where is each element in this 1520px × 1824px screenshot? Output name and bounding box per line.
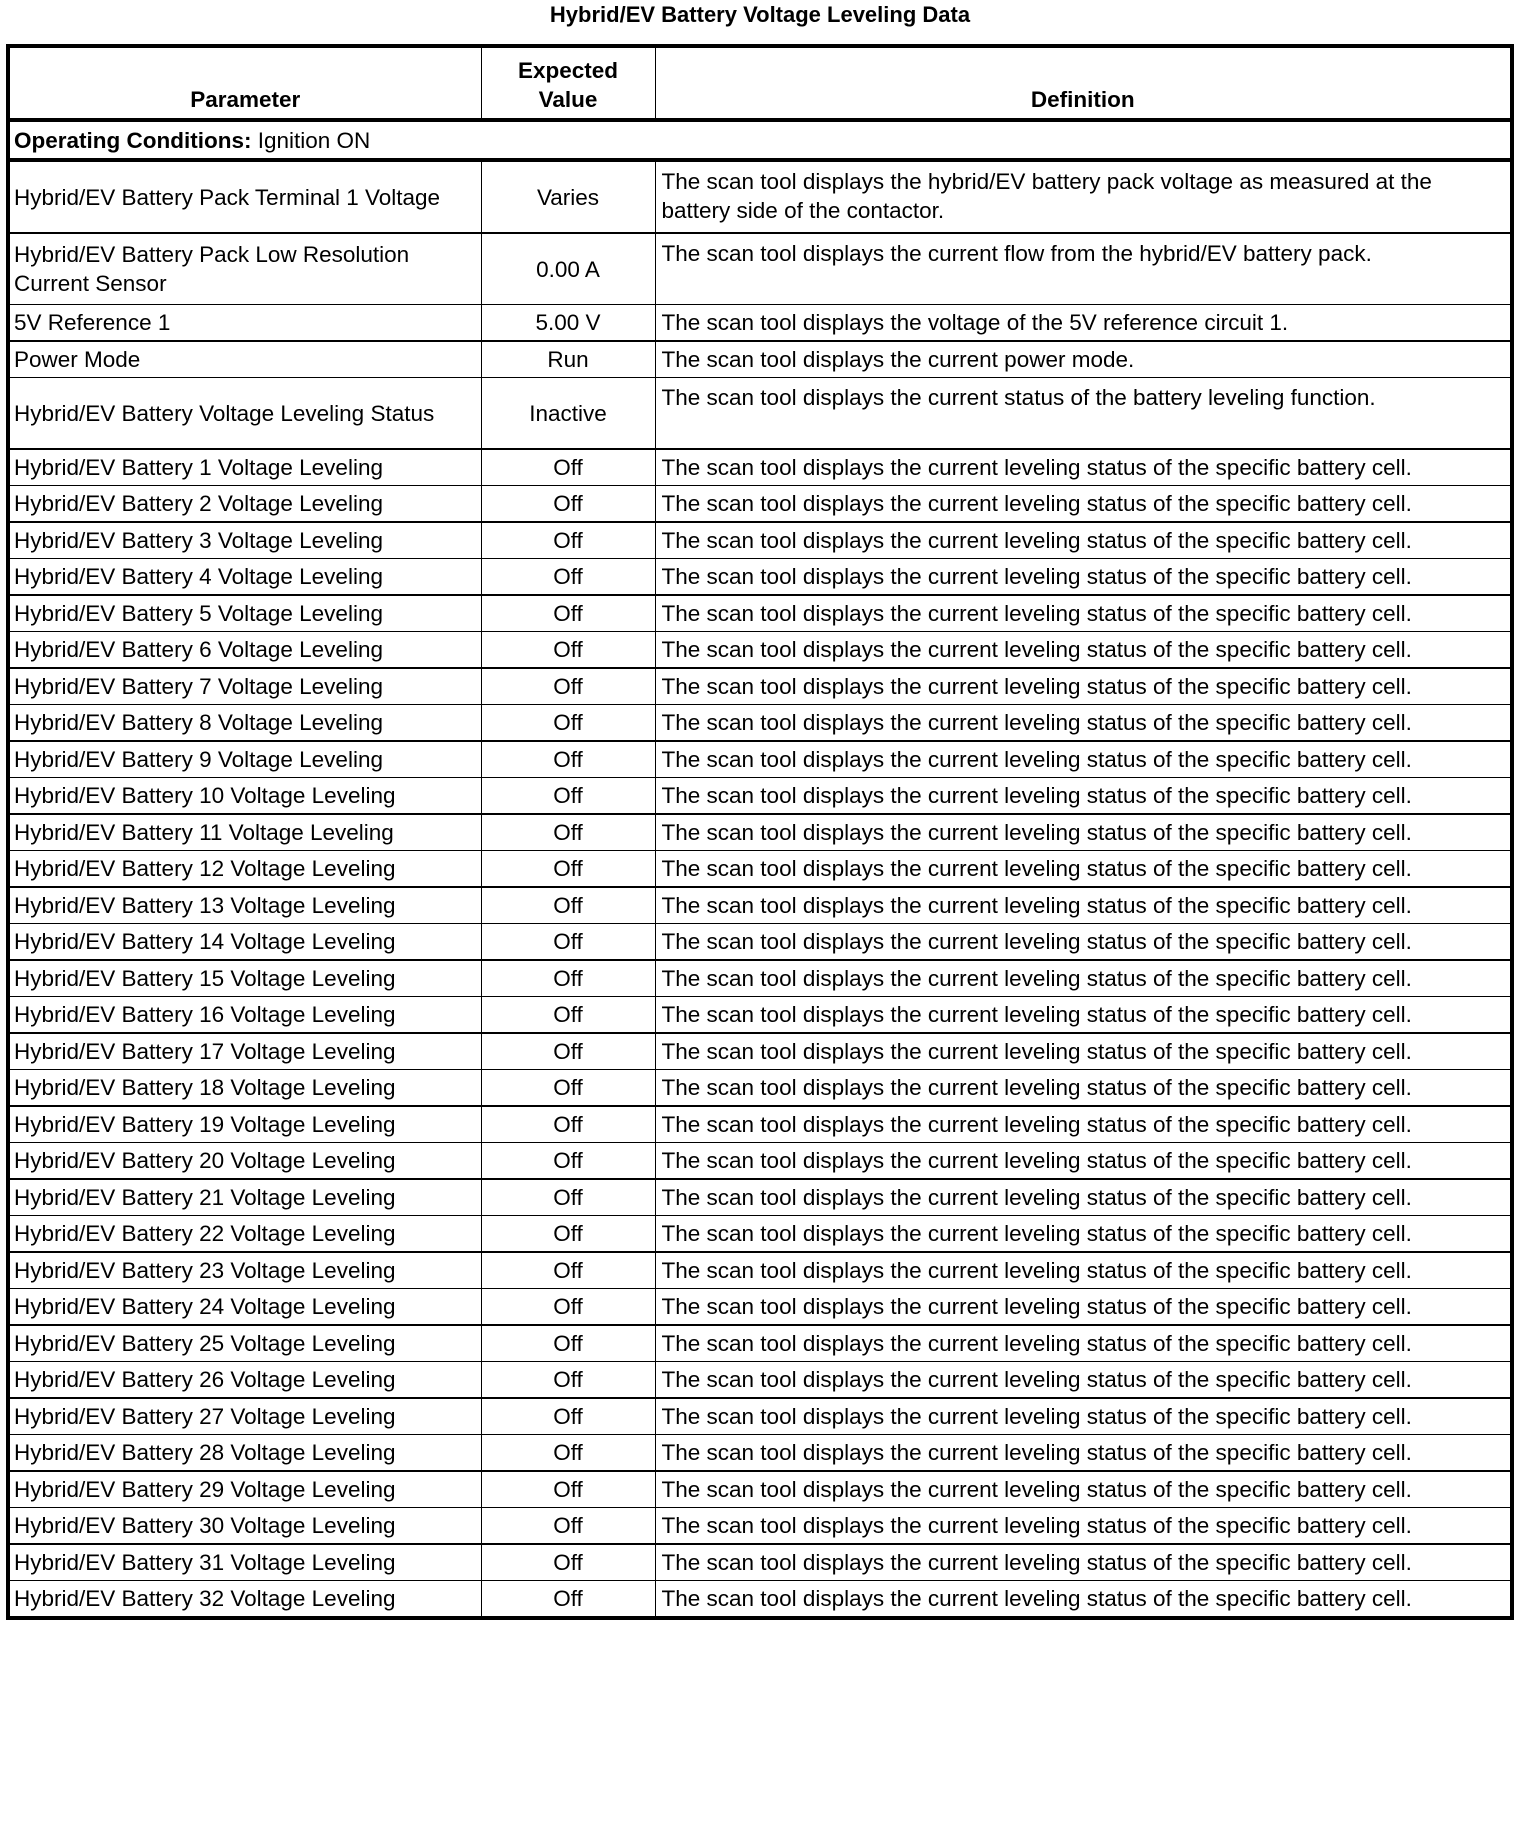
table-row <box>8 378 1512 450</box>
expected-value-cell: Off <box>481 1435 655 1472</box>
expected-value-cell: Off <box>481 1143 655 1180</box>
table-row <box>8 559 1512 596</box>
expected-value-cell: Off <box>481 559 655 596</box>
expected-value-cell: 5.00 V <box>481 305 655 342</box>
expected-value-cell: Varies <box>481 160 655 233</box>
parameter-cell: Hybrid/EV Battery 3 Voltage Leveling <box>8 522 481 559</box>
parameter-cell: Hybrid/EV Battery 28 Voltage Leveling <box>8 1435 481 1472</box>
definition-cell: The scan tool displays the current leveling status of the specific battery cell. <box>655 1179 1512 1216</box>
table-row <box>8 233 1512 305</box>
table-row <box>8 778 1512 815</box>
definition-cell: The scan tool displays the current leveling status of the specific battery cell. <box>655 997 1512 1034</box>
parameter-cell: Hybrid/EV Battery 11 Voltage Leveling <box>8 814 481 851</box>
operating-conditions-value: Ignition ON <box>251 127 371 153</box>
table-row <box>8 160 1512 233</box>
definition-cell: The scan tool displays the current leveling status of the specific battery cell. <box>655 887 1512 924</box>
definition-cell: The scan tool displays the current leveling status of the specific battery cell. <box>655 1508 1512 1545</box>
parameter-cell: Power Mode <box>8 341 481 378</box>
parameter-cell: Hybrid/EV Battery 10 Voltage Leveling <box>8 778 481 815</box>
table-row <box>8 851 1512 888</box>
definition-cell: The scan tool displays the current leveling status of the specific battery cell. <box>655 522 1512 559</box>
parameter-cell: Hybrid/EV Battery 31 Voltage Leveling <box>8 1544 481 1581</box>
definition-cell: The scan tool displays the current leveling status of the specific battery cell. <box>655 1033 1512 1070</box>
expected-value-cell: Off <box>481 668 655 705</box>
parameter-cell: Hybrid/EV Battery Pack Low Resolution Current Sensor <box>8 233 481 305</box>
parameter-cell: Hybrid/EV Battery 6 Voltage Leveling <box>8 632 481 669</box>
expected-value-cell: Off <box>481 522 655 559</box>
definition-cell: The scan tool displays the current leveling status of the specific battery cell. <box>655 1398 1512 1435</box>
expected-value-cell: Off <box>481 1033 655 1070</box>
parameter-cell: Hybrid/EV Battery 22 Voltage Leveling <box>8 1216 481 1253</box>
header-expected-value: Expected Value <box>481 46 655 120</box>
table-row <box>8 449 1512 486</box>
definition-cell: The scan tool displays the current leveling status of the specific battery cell. <box>655 1325 1512 1362</box>
definition-cell: The scan tool displays the current leveling status of the specific battery cell. <box>655 851 1512 888</box>
definition-cell: The scan tool displays the current leveling status of the specific battery cell. <box>655 486 1512 523</box>
expected-value-cell: Off <box>481 778 655 815</box>
operating-conditions-row <box>8 120 1512 160</box>
operating-conditions-label: Operating Conditions: <box>14 127 252 153</box>
expected-value-cell: Off <box>481 741 655 778</box>
expected-value-cell: Off <box>481 486 655 523</box>
parameter-cell: Hybrid/EV Battery 12 Voltage Leveling <box>8 851 481 888</box>
parameter-cell: Hybrid/EV Battery 30 Voltage Leveling <box>8 1508 481 1545</box>
expected-value-cell: Off <box>481 1252 655 1289</box>
parameter-cell: Hybrid/EV Battery 29 Voltage Leveling <box>8 1471 481 1508</box>
expected-value-cell: Off <box>481 1106 655 1143</box>
table-row <box>8 1581 1512 1619</box>
definition-cell: The scan tool displays the current leveling status of the specific battery cell. <box>655 559 1512 596</box>
parameter-cell: Hybrid/EV Battery Voltage Leveling Status <box>8 378 481 450</box>
table-row <box>8 1106 1512 1143</box>
definition-cell: The scan tool displays the current leveling status of the specific battery cell. <box>655 1289 1512 1326</box>
table-row <box>8 1252 1512 1289</box>
table-row <box>8 997 1512 1034</box>
definition-cell: The scan tool displays the hybrid/EV battery pack voltage as measured at the battery side of the contactor. <box>655 160 1512 233</box>
parameter-cell: Hybrid/EV Battery 23 Voltage Leveling <box>8 1252 481 1289</box>
definition-cell: The scan tool displays the current leveling status of the specific battery cell. <box>655 778 1512 815</box>
expected-value-cell: Off <box>481 1508 655 1545</box>
expected-value-cell: Off <box>481 1325 655 1362</box>
definition-cell: The scan tool displays the current leveling status of the specific battery cell. <box>655 741 1512 778</box>
parameter-cell: Hybrid/EV Battery 4 Voltage Leveling <box>8 559 481 596</box>
expected-value-cell: Off <box>481 1289 655 1326</box>
expected-value-cell: 0.00 A <box>481 233 655 305</box>
definition-cell: The scan tool displays the current leveling status of the specific battery cell. <box>655 814 1512 851</box>
parameter-cell: Hybrid/EV Battery 14 Voltage Leveling <box>8 924 481 961</box>
expected-value-cell: Off <box>481 1216 655 1253</box>
parameter-cell: Hybrid/EV Battery 32 Voltage Leveling <box>8 1581 481 1619</box>
expected-value-cell: Inactive <box>481 378 655 450</box>
expected-value-cell: Off <box>481 851 655 888</box>
expected-value-cell: Off <box>481 887 655 924</box>
parameter-cell: Hybrid/EV Battery 18 Voltage Leveling <box>8 1070 481 1107</box>
table-row <box>8 814 1512 851</box>
header-definition: Definition <box>655 46 1512 120</box>
table-row <box>8 1216 1512 1253</box>
parameter-cell: Hybrid/EV Battery 19 Voltage Leveling <box>8 1106 481 1143</box>
parameter-cell: Hybrid/EV Battery 21 Voltage Leveling <box>8 1179 481 1216</box>
operating-conditions-cell <box>8 120 1512 160</box>
definition-cell: The scan tool displays the current leveling status of the specific battery cell. <box>655 1471 1512 1508</box>
definition-cell: The scan tool displays the current leveling status of the specific battery cell. <box>655 705 1512 742</box>
parameter-cell: 5V Reference 1 <box>8 305 481 342</box>
expected-value-cell: Off <box>481 1544 655 1581</box>
parameter-cell: Hybrid/EV Battery 25 Voltage Leveling <box>8 1325 481 1362</box>
table-row <box>8 341 1512 378</box>
table-row <box>8 1070 1512 1107</box>
definition-cell: The scan tool displays the voltage of the 5V reference circuit 1. <box>655 305 1512 342</box>
table-row <box>8 1033 1512 1070</box>
definition-cell: The scan tool displays the current leveling status of the specific battery cell. <box>655 449 1512 486</box>
definition-cell: The scan tool displays the current flow from the hybrid/EV battery pack. <box>655 233 1512 305</box>
definition-cell: The scan tool displays the current leveling status of the specific battery cell. <box>655 960 1512 997</box>
table-row <box>8 1289 1512 1326</box>
header-row <box>8 46 1512 120</box>
parameter-cell: Hybrid/EV Battery 13 Voltage Leveling <box>8 887 481 924</box>
parameter-cell: Hybrid/EV Battery 20 Voltage Leveling <box>8 1143 481 1180</box>
parameter-cell: Hybrid/EV Battery 27 Voltage Leveling <box>8 1398 481 1435</box>
definition-cell: The scan tool displays the current leveling status of the specific battery cell. <box>655 1252 1512 1289</box>
table-row <box>8 1325 1512 1362</box>
table-row <box>8 1435 1512 1472</box>
expected-value-cell: Off <box>481 1471 655 1508</box>
table-row <box>8 632 1512 669</box>
parameter-cell: Hybrid/EV Battery 8 Voltage Leveling <box>8 705 481 742</box>
definition-cell: The scan tool displays the current leveling status of the specific battery cell. <box>655 668 1512 705</box>
parameter-cell: Hybrid/EV Battery 17 Voltage Leveling <box>8 1033 481 1070</box>
table-row <box>8 741 1512 778</box>
definition-cell: The scan tool displays the current status of the battery leveling function. <box>655 378 1512 450</box>
table-row <box>8 595 1512 632</box>
definition-cell: The scan tool displays the current leveling status of the specific battery cell. <box>655 924 1512 961</box>
table-row <box>8 486 1512 523</box>
parameter-cell: Hybrid/EV Battery Pack Terminal 1 Voltage <box>8 160 481 233</box>
table-row <box>8 522 1512 559</box>
expected-value-cell: Off <box>481 960 655 997</box>
table-row <box>8 1471 1512 1508</box>
expected-value-cell: Off <box>481 1362 655 1399</box>
leveling-data-table <box>6 44 1514 1620</box>
parameter-cell: Hybrid/EV Battery 24 Voltage Leveling <box>8 1289 481 1326</box>
definition-cell: The scan tool displays the current power mode. <box>655 341 1512 378</box>
table-row <box>8 887 1512 924</box>
document-title: Hybrid/EV Battery Voltage Leveling Data <box>549 2 971 27</box>
expected-value-cell: Off <box>481 1398 655 1435</box>
expected-value-cell: Off <box>481 924 655 961</box>
parameter-cell: Hybrid/EV Battery 1 Voltage Leveling <box>8 449 481 486</box>
definition-cell: The scan tool displays the current leveling status of the specific battery cell. <box>655 1581 1512 1619</box>
parameter-cell: Hybrid/EV Battery 15 Voltage Leveling <box>8 960 481 997</box>
definition-cell: The scan tool displays the current leveling status of the specific battery cell. <box>655 632 1512 669</box>
definition-cell: The scan tool displays the current leveling status of the specific battery cell. <box>655 595 1512 632</box>
parameter-cell: Hybrid/EV Battery 16 Voltage Leveling <box>8 997 481 1034</box>
table-row <box>8 1143 1512 1180</box>
definition-cell: The scan tool displays the current leveling status of the specific battery cell. <box>655 1143 1512 1180</box>
expected-value-cell: Off <box>481 814 655 851</box>
table-row <box>8 1398 1512 1435</box>
table-row <box>8 960 1512 997</box>
table-row <box>8 1362 1512 1399</box>
parameter-cell: Hybrid/EV Battery 2 Voltage Leveling <box>8 486 481 523</box>
table-row <box>8 705 1512 742</box>
table-row <box>8 1179 1512 1216</box>
parameter-cell: Hybrid/EV Battery 7 Voltage Leveling <box>8 668 481 705</box>
definition-cell: The scan tool displays the current leveling status of the specific battery cell. <box>655 1362 1512 1399</box>
definition-cell: The scan tool displays the current leveling status of the specific battery cell. <box>655 1216 1512 1253</box>
expected-value-cell: Off <box>481 1581 655 1619</box>
expected-value-cell: Off <box>481 1070 655 1107</box>
expected-value-cell: Off <box>481 705 655 742</box>
table-row <box>8 305 1512 342</box>
definition-cell: The scan tool displays the current leveling status of the specific battery cell. <box>655 1106 1512 1143</box>
table-row <box>8 1508 1512 1545</box>
expected-value-cell: Off <box>481 595 655 632</box>
parameter-cell: Hybrid/EV Battery 26 Voltage Leveling <box>8 1362 481 1399</box>
expected-value-cell: Run <box>481 341 655 378</box>
table-row <box>8 924 1512 961</box>
definition-cell: The scan tool displays the current leveling status of the specific battery cell. <box>655 1435 1512 1472</box>
header-parameter: Parameter <box>8 46 481 120</box>
expected-value-cell: Off <box>481 1179 655 1216</box>
expected-value-cell: Off <box>481 449 655 486</box>
table-row <box>8 668 1512 705</box>
table-row <box>8 1544 1512 1581</box>
expected-value-cell: Off <box>481 997 655 1034</box>
parameter-cell: Hybrid/EV Battery 9 Voltage Leveling <box>8 741 481 778</box>
definition-cell: The scan tool displays the current leveling status of the specific battery cell. <box>655 1544 1512 1581</box>
parameter-cell: Hybrid/EV Battery 5 Voltage Leveling <box>8 595 481 632</box>
expected-value-cell: Off <box>481 632 655 669</box>
definition-cell: The scan tool displays the current leveling status of the specific battery cell. <box>655 1070 1512 1107</box>
